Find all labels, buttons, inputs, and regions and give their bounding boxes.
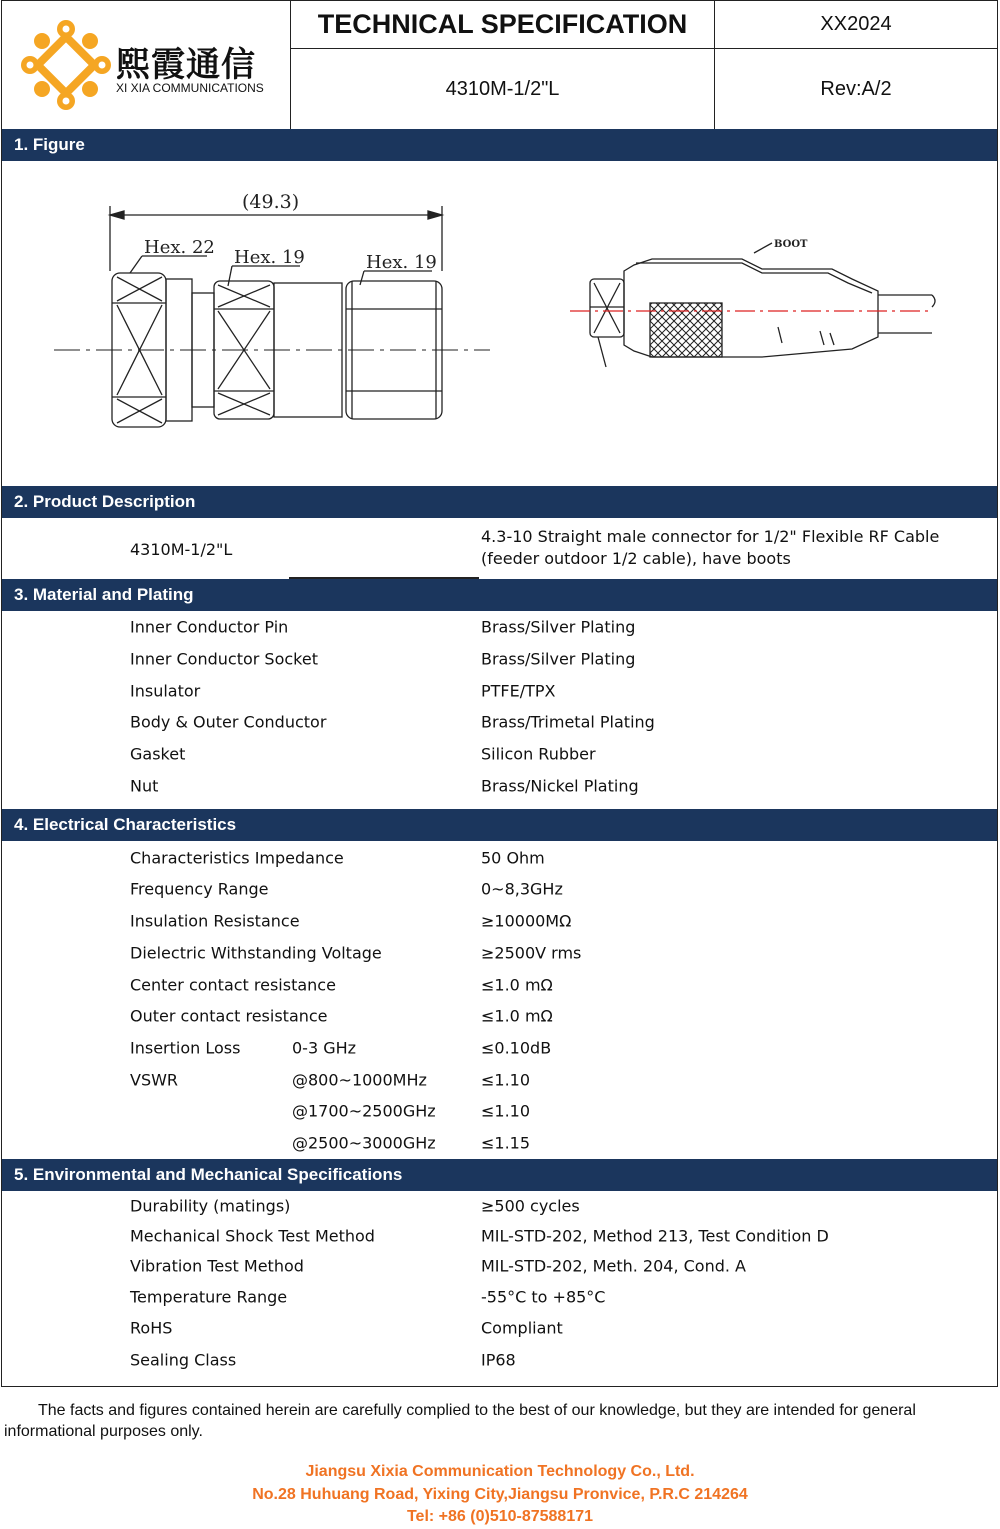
environmental-item: Durability (matings) [130,1196,291,1216]
description-text: 4.3-10 Straight male connector for 1/2" Flexible RF Cable (feeder outdoor 1/2 cable), have boots [481,527,940,568]
header [2,1,997,130]
electrical-value: ≤0.10dB [481,1038,552,1058]
environmental-item: Mechanical Shock Test Method [130,1226,375,1246]
section-figure-header: 1. Figure [2,129,997,161]
footer-address: No.28 Huhuang Road, Yixing City,Jiangsu Pronvice, P.R.C 214264 [252,1486,748,1503]
environmental-value: ≥500 cycles [481,1196,580,1216]
disclaimer: The facts and figures contained herein are carefully complied to the best of our knowledge, but they are intended for general informational purposes only. [4,1402,916,1440]
footer-phone: Tel: +86 (0)510-87588171 [406,1508,594,1525]
footer-company: Jiangsu Xixia Communication Technology Co., Ltd. [305,1463,695,1480]
material-row [2,644,997,674]
boot-label: BOOT [774,239,808,250]
electrical-condition: @2500~3000GHz [292,1133,436,1153]
electrical-item: Frequency Range [130,879,269,899]
electrical-value: ≥10000MΩ [481,911,572,931]
electrical-row [2,874,997,904]
environmental-value: MIL-STD-202, Method 213, Test Condition D [481,1226,829,1246]
material-row [2,676,997,706]
material-row [2,771,997,801]
spec-sheet [1,0,998,1387]
electrical-value: 50 Ohm [481,848,545,868]
material-value: Brass/Trimetal Plating [481,712,655,732]
section-description-header: 2. Product Description [2,486,997,518]
hex-19-rear-label: Hex. 19 [366,252,437,273]
electrical-item: Center contact resistance [130,975,336,995]
material-row [2,739,997,769]
electrical-item: Insulation Resistance [130,911,300,931]
electrical-value: ≤1.0 mΩ [481,1006,553,1026]
material-item: Gasket [130,744,186,764]
electrical-row [2,938,997,968]
environmental-row [2,1251,997,1281]
description-model: 4310M-1/2"L [130,540,233,559]
logo-emblem-icon [20,19,112,111]
material-item: Body & Outer Conductor [130,712,327,732]
material-item: Inner Conductor Pin [130,617,289,637]
logo [2,1,291,129]
material-row [2,612,997,642]
electrical-item: VSWR [130,1070,179,1090]
electrical-condition: 0-3 GHz [292,1038,357,1058]
document-title: TECHNICAL SPECIFICATION [291,1,715,49]
environmental-row [2,1313,997,1343]
electrical-row [2,843,997,873]
material-item: Insulator [130,681,201,701]
material-value: Silicon Rubber [481,744,596,764]
overall-length-label: (49.3) [242,191,300,213]
hex-22-label: Hex. 22 [144,237,215,258]
logo-english-name: XI XIA COMMUNICATIONS [116,81,264,95]
material-item: Inner Conductor Socket [130,649,318,669]
electrical-value: ≤1.15 [481,1133,531,1153]
electrical-value: ≤1.10 [481,1070,531,1090]
document-code: XX2024 [715,1,997,49]
environmental-row [2,1221,997,1251]
environmental-value: IP68 [481,1350,516,1370]
electrical-value: ≤1.10 [481,1101,531,1121]
material-row [2,707,997,737]
environmental-value: MIL-STD-202, Meth. 204, Cond. A [481,1256,746,1276]
electrical-row [2,906,997,936]
electrical-condition: @1700~2500GHz [292,1101,436,1121]
hex-19-front-label: Hex. 19 [234,247,305,268]
logo-chinese-name: 熙霞通信 [116,45,256,85]
material-value: Brass/Silver Plating [481,649,636,669]
material-value: PTFE/TPX [481,681,556,701]
section-electrical-header: 4. Electrical Characteristics [2,809,997,841]
electrical-item: Insertion Loss [130,1038,241,1058]
section-material-header: 3. Material and Plating [2,579,997,611]
environmental-row [2,1282,997,1312]
environmental-value: -55°C to +85°C [481,1287,606,1307]
environmental-item: Sealing Class [130,1350,237,1370]
electrical-item: Dielectric Withstanding Voltage [130,943,382,963]
header-model: 4310M-1/2"L [291,49,715,129]
material-item: Nut [130,776,159,796]
electrical-value: ≥2500V rms [481,943,582,963]
environmental-row [2,1191,997,1221]
electrical-row [2,970,997,1000]
revision: Rev:A/2 [820,77,892,100]
environmental-row [2,1345,997,1375]
environmental-item: Temperature Range [130,1287,288,1307]
product-description [2,518,997,579]
electrical-value: ≤1.0 mΩ [481,975,553,995]
material-value: Brass/Nickel Plating [481,776,639,796]
section-environmental-header: 5. Environmental and Mechanical Specifications [2,1159,997,1191]
electrical-row [2,1065,997,1095]
electrical-row [2,1033,997,1063]
connector-dimension-drawing [2,161,997,486]
electrical-row [2,1128,997,1158]
environmental-item: RoHS [130,1318,173,1338]
material-value: Brass/Silver Plating [481,617,636,637]
environmental-value: Compliant [481,1318,563,1338]
figure-area [2,161,997,486]
environmental-item: Vibration Test Method [130,1256,304,1276]
electrical-condition: @800~1000MHz [292,1070,427,1090]
electrical-item: Characteristics Impedance [130,848,344,868]
electrical-row [2,1001,997,1031]
electrical-item: Outer contact resistance [130,1006,328,1026]
electrical-row [2,1096,997,1126]
electrical-value: 0~8,3GHz [481,879,563,899]
